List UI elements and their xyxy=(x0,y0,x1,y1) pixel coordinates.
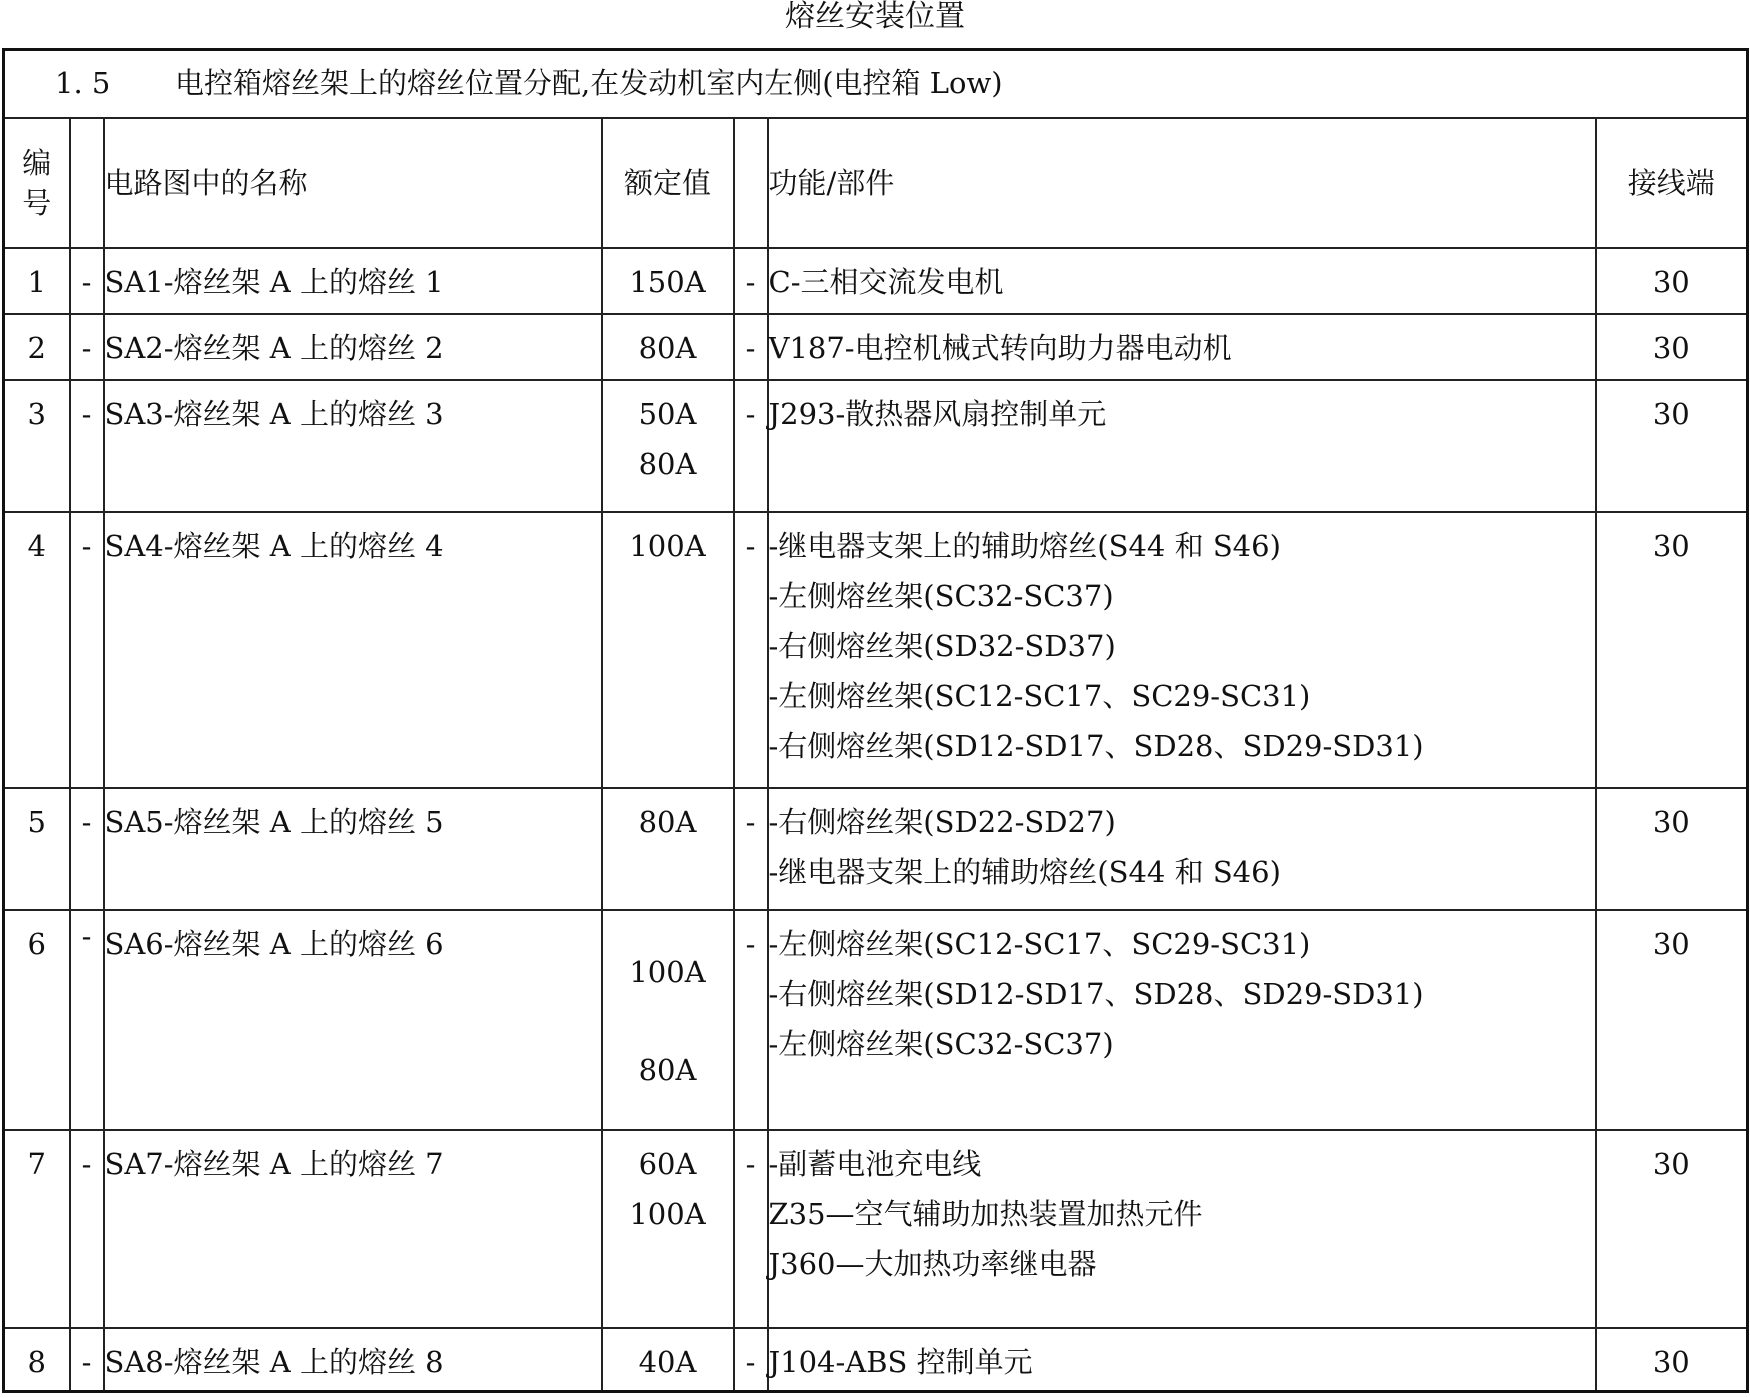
function-line: -右侧熔丝架(SD22-SD27) xyxy=(768,804,1116,839)
row-terminal: 30 xyxy=(1596,910,1748,1130)
rating-value: 60A xyxy=(638,1146,697,1181)
row-dash: - xyxy=(734,1328,768,1392)
row-dash: - xyxy=(70,910,104,1130)
row-number: 6 xyxy=(4,910,70,1130)
rating-value: 100A xyxy=(629,1196,706,1231)
header-blank xyxy=(734,118,768,248)
function-line: J360—大加热功率继电器 xyxy=(768,1246,1097,1281)
section-title-cell xyxy=(4,50,1748,118)
function-line: -继电器支架上的辅助熔丝(S44 和 S46) xyxy=(768,854,1281,889)
table-row xyxy=(4,314,1748,380)
function-line: C-三相交流发电机 xyxy=(768,264,1004,299)
table-row xyxy=(4,380,1748,512)
rating-value: 100A xyxy=(629,528,706,563)
row-name: SA8-熔丝架 A 上的熔丝 8 xyxy=(104,1328,602,1392)
table-row xyxy=(4,788,1748,910)
row-dash: - xyxy=(70,248,104,314)
row-rating xyxy=(602,314,734,380)
row-rating xyxy=(602,788,734,910)
row-function xyxy=(768,512,1596,788)
row-terminal: 30 xyxy=(1596,1328,1748,1392)
table-row xyxy=(4,1328,1748,1392)
rating-value: 80A xyxy=(638,330,697,365)
row-name: SA2-熔丝架 A 上的熔丝 2 xyxy=(104,314,602,380)
header-number-line2: 号 xyxy=(22,185,52,220)
function-line: J293-散热器风扇控制单元 xyxy=(768,396,1107,431)
row-name: SA1-熔丝架 A 上的熔丝 1 xyxy=(104,248,602,314)
row-number: 8 xyxy=(4,1328,70,1392)
function-line: -副蓄电池充电线 xyxy=(768,1146,982,1181)
table-row xyxy=(4,248,1748,314)
row-dash: - xyxy=(734,512,768,788)
table-row xyxy=(4,512,1748,788)
row-number: 3 xyxy=(4,380,70,512)
row-rating xyxy=(602,248,734,314)
function-line: -左侧熔丝架(SC32-SC37) xyxy=(768,1026,1114,1061)
function-line: -右侧熔丝架(SD32-SD37) xyxy=(768,628,1116,663)
row-dash: - xyxy=(734,910,768,1130)
row-number: 4 xyxy=(4,512,70,788)
header-terminal: 接线端 xyxy=(1596,118,1748,248)
function-line: -左侧熔丝架(SC12-SC17、SC29-SC31) xyxy=(768,926,1311,961)
row-number: 7 xyxy=(4,1130,70,1328)
row-terminal: 30 xyxy=(1596,512,1748,788)
row-dash: - xyxy=(734,1130,768,1328)
row-terminal: 30 xyxy=(1596,1130,1748,1328)
row-terminal: 30 xyxy=(1596,314,1748,380)
row-function xyxy=(768,248,1596,314)
header-row xyxy=(4,118,1748,248)
row-dash: - xyxy=(70,512,104,788)
row-dash: - xyxy=(734,380,768,512)
function-line: -右侧熔丝架(SD12-SD17、SD28、SD29-SD31) xyxy=(768,728,1424,763)
section-number: 1. 5 xyxy=(55,66,111,100)
section-row xyxy=(4,50,1748,118)
row-function xyxy=(768,1328,1596,1392)
row-terminal: 30 xyxy=(1596,380,1748,512)
rating-value: 40A xyxy=(638,1344,697,1379)
rating-gap xyxy=(603,997,733,1045)
row-dash: - xyxy=(70,314,104,380)
row-rating xyxy=(602,512,734,788)
rating-value: 80A xyxy=(638,1052,697,1087)
row-terminal: 30 xyxy=(1596,248,1748,314)
row-name: SA5-熔丝架 A 上的熔丝 5 xyxy=(104,788,602,910)
row-rating xyxy=(602,1328,734,1392)
rating-value: 80A xyxy=(638,804,697,839)
header-name: 电路图中的名称 xyxy=(104,118,602,248)
row-name: SA6-熔丝架 A 上的熔丝 6 xyxy=(104,910,602,1130)
row-function xyxy=(768,788,1596,910)
rating-value: 150A xyxy=(629,264,706,299)
function-line: -继电器支架上的辅助熔丝(S44 和 S46) xyxy=(768,528,1281,563)
row-rating xyxy=(602,380,734,512)
function-line: Z35—空气辅助加热装置加热元件 xyxy=(768,1196,1203,1231)
function-line: -左侧熔丝架(SC32-SC37) xyxy=(768,578,1114,613)
header-number-line1: 编 xyxy=(22,145,52,180)
row-name: SA7-熔丝架 A 上的熔丝 7 xyxy=(104,1130,602,1328)
section-title: 电控箱熔丝架上的熔丝位置分配,在发动机室内左侧(电控箱 Low) xyxy=(175,66,1003,100)
row-dash: - xyxy=(70,380,104,512)
row-name: SA4-熔丝架 A 上的熔丝 4 xyxy=(104,512,602,788)
row-function xyxy=(768,910,1596,1130)
rating-value: 80A xyxy=(638,446,697,481)
fuse-table xyxy=(2,48,1749,1393)
row-dash: - xyxy=(70,1130,104,1328)
row-number: 1 xyxy=(4,248,70,314)
row-dash: - xyxy=(734,788,768,910)
page-title: 熔丝安装位置 xyxy=(785,0,965,34)
header-blank xyxy=(70,118,104,248)
row-dash: - xyxy=(734,248,768,314)
rating-value: 100A xyxy=(629,954,706,989)
row-dash: - xyxy=(734,314,768,380)
row-function xyxy=(768,380,1596,512)
table-row xyxy=(4,910,1748,1130)
header-number xyxy=(4,118,70,248)
rating-value: 50A xyxy=(638,396,697,431)
row-terminal: 30 xyxy=(1596,788,1748,910)
header-rating: 额定值 xyxy=(602,118,734,248)
row-rating xyxy=(602,910,734,1130)
row-dash: - xyxy=(70,788,104,910)
header-function: 功能/部件 xyxy=(768,118,1596,248)
row-function xyxy=(768,1130,1596,1328)
function-line: -左侧熔丝架(SC12-SC17、SC29-SC31) xyxy=(768,678,1311,713)
table-row xyxy=(4,1130,1748,1328)
function-line: V187-电控机械式转向助力器电动机 xyxy=(768,330,1232,365)
row-function xyxy=(768,314,1596,380)
function-line: -右侧熔丝架(SD12-SD17、SD28、SD29-SD31) xyxy=(768,976,1424,1011)
row-number: 5 xyxy=(4,788,70,910)
row-dash: - xyxy=(70,1328,104,1392)
row-number: 2 xyxy=(4,314,70,380)
function-line: J104-ABS 控制单元 xyxy=(768,1344,1033,1379)
row-name: SA3-熔丝架 A 上的熔丝 3 xyxy=(104,380,602,512)
row-rating xyxy=(602,1130,734,1328)
